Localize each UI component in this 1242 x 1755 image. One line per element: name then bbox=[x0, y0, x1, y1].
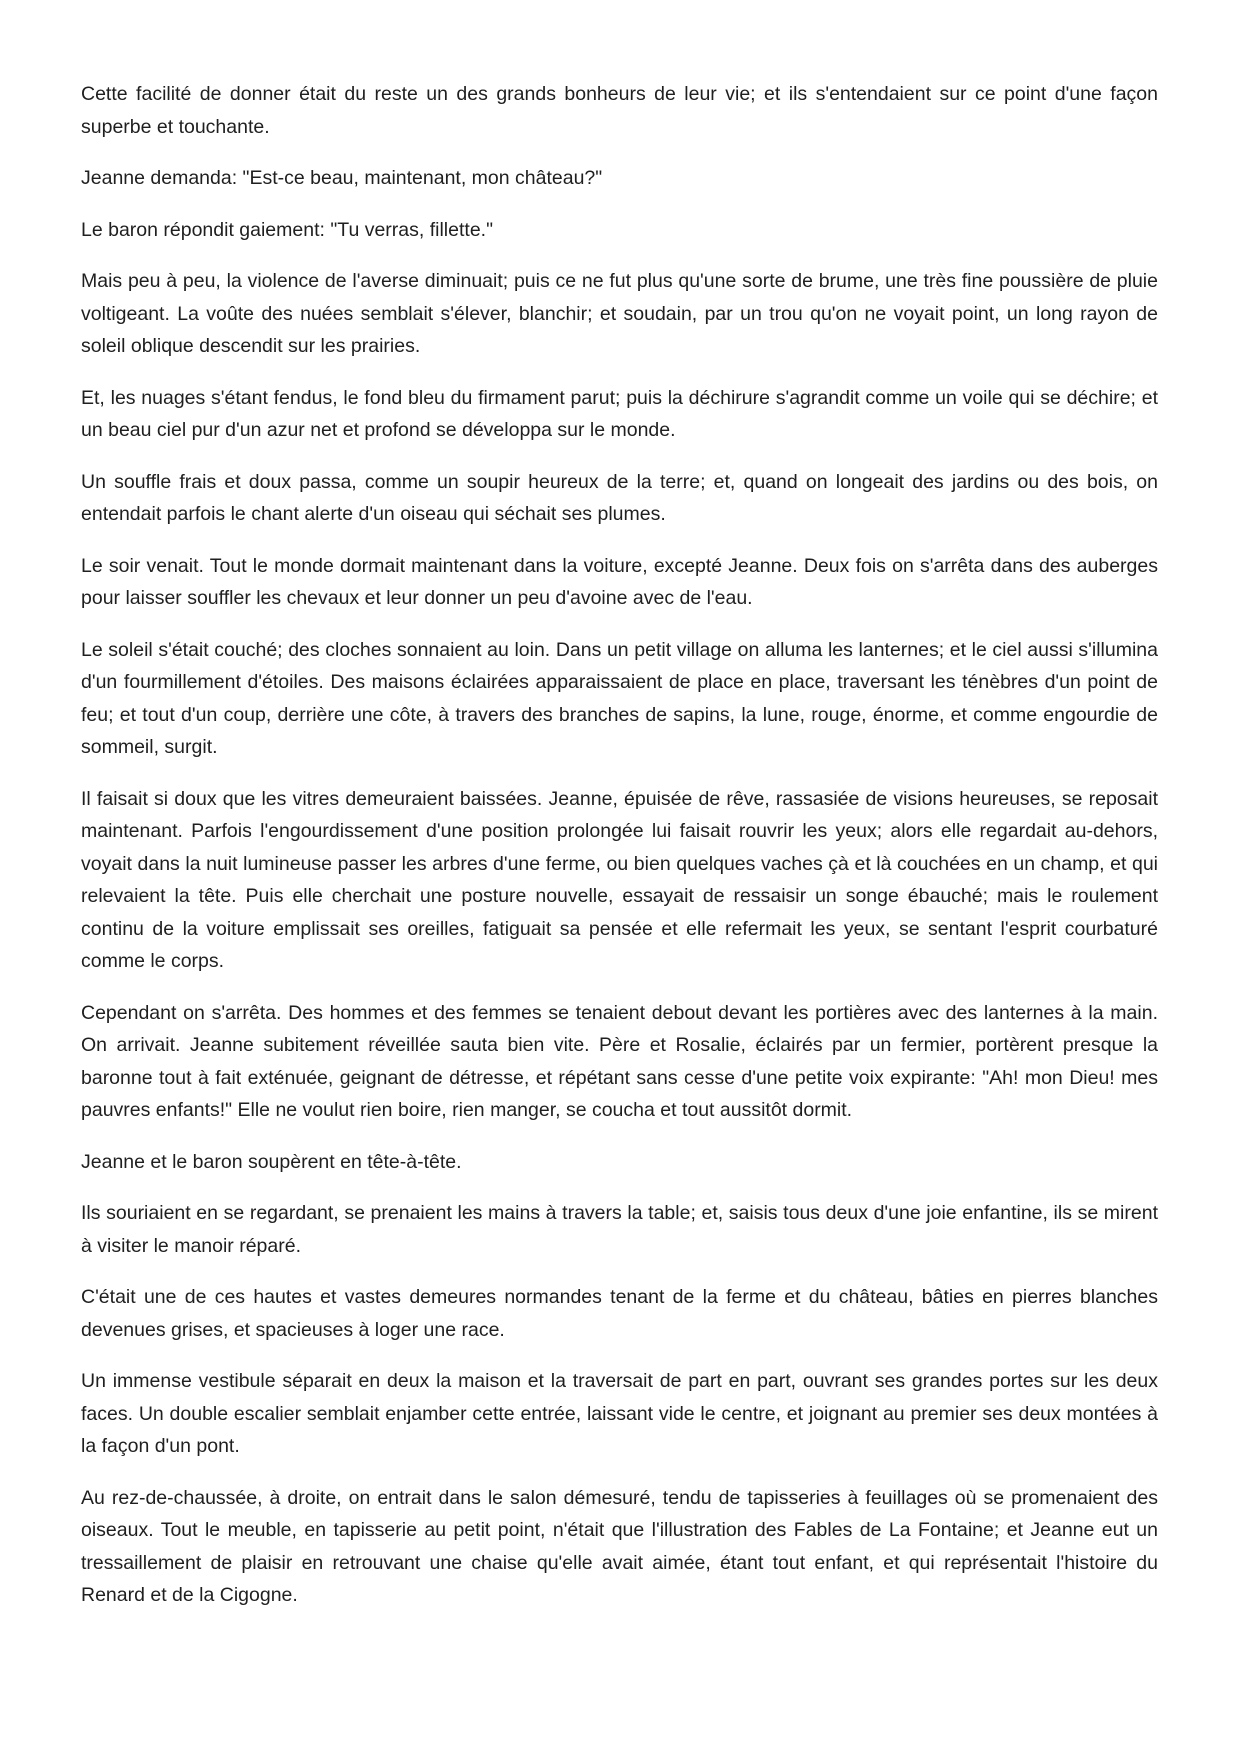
paragraph: Cette facilité de donner était du reste un des grands bonheurs de leur vie; et ils s'entendaient sur ce point d'une façon superbe et touchante. bbox=[81, 83, 1158, 138]
paragraph: Le soir venait. Tout le monde dormait maintenant dans la voiture, excepté Jeanne. Deux fois on s'arrêta dans des auberges pour laisser souffler les chevaux et leur donner un peu d'avoine avec de l'eau. bbox=[81, 554, 1158, 609]
paragraph: Au rez-de-chaussée, à droite, on entrait dans le salon démesuré, tendu de tapisseries à feuillages où se promenaient des oiseaux. Tout le meuble, en tapisserie au petit point, n'était que l'illustration des Fables de La Fontaine; et Jeanne eut un tressaillement de plaisir en retrouvant une chaise qu'elle avait aimée, étant tout enfant, et qui représentait l'histoire du Renard et de la Cigogne. bbox=[81, 1486, 1158, 1606]
paragraph: Un souffle frais et doux passa, comme un soupir heureux de la terre; et, quand on longeait des jardins ou des bois, on entendait parfois le chant alerte d'un oiseau qui séchait ses plumes. bbox=[81, 470, 1158, 525]
paragraph: Jeanne et le baron soupèrent en tête-à-tête. bbox=[81, 1150, 462, 1173]
paragraph: Mais peu à peu, la violence de l'averse diminuait; puis ce ne fut plus qu'une sorte de brume, une très fine poussière de pluie voltigeant. La voûte des nuées semblait s'élever, blanchir; et soudain, par un trou qu'on ne voyait point, un long rayon de soleil oblique descendit sur les prairies. bbox=[81, 270, 1158, 357]
paragraph: Le baron répondit gaiement: "Tu verras, fillette." bbox=[81, 218, 494, 241]
paragraph: Jeanne demanda: "Est-ce beau, maintenant, mon château?" bbox=[81, 167, 603, 189]
paragraph: Le soleil s'était couché; des cloches sonnaient au loin. Dans un petit village on alluma les lanternes; et le ciel aussi s'illumina d'un fourmillement d'étoiles. Des maisons éclairées apparaissaient de place en place, traversant les ténèbres d'un point de feu; et tout d'un coup, derrière une côte, à travers des branches de sapins, la lune, rouge, énorme, et comme engourdie de sommeil, surgit. bbox=[81, 638, 1158, 758]
paragraph: Ils souriaient en se regardant, se prenaient les mains à travers la table; et, saisis tous deux d'une joie enfantine, ils se mirent à visiter le manoir réparé. bbox=[81, 1202, 1158, 1257]
paragraph: Et, les nuages s'étant fendus, le fond bleu du firmament parut; puis la déchirure s'agrandit comme un voile qui se déchire; et un beau ciel pur d'un azur net et profond se développa sur le monde. bbox=[81, 386, 1158, 441]
paragraph: Un immense vestibule séparait en deux la maison et la traversait de part en part, ouvrant ses grandes portes sur les deux faces. Un double escalier semblait enjamber cette entrée, laissant vide le centre, et joignant au premier ses deux montées à la façon d'un pont. bbox=[81, 1370, 1158, 1457]
paragraph: C'était une de ces hautes et vastes demeures normandes tenant de la ferme et du château, bâties en pierres blanches devenues grises, et spacieuses à loger une race. bbox=[81, 1286, 1158, 1341]
paragraph: Il faisait si doux que les vitres demeuraient baissées. Jeanne, épuisée de rêve, rassasiée de visions heureuses, se reposait maintenant. Parfois l'engourdissement d'une position prolongée lui faisait rouvrir les yeux; alors elle regardait au-dehors, voyait dans la nuit lumineuse passer les arbres d'une ferme, ou bien quelques vaches çà et là couchées en un champ, et qui relevaient la tête. Puis elle cherchait une posture nouvelle, essayait de ressaisir un songe ébauché; mais le roulement continu de la voiture emplissait ses oreilles, fatiguait sa pensée et elle refermait les yeux, se sentant l'esprit courbaturé comme le corps. bbox=[81, 787, 1158, 972]
document-page bbox=[81, 78, 1158, 1631]
paragraph: Cependant on s'arrêta. Des hommes et des femmes se tenaient debout devant les portières avec des lanternes à la main. On arrivait. Jeanne subitement réveillée sauta bien vite. Père et Rosalie, éclairés par un fermier, portèrent presque la baronne tout à fait exténuée, geignant de détresse, et répétant sans cesse d'une petite voix expirante: "Ah! mon Dieu! mes pauvres enfants!" Elle ne voulut rien boire, rien manger, se coucha et tout aussitôt dormit. bbox=[81, 1001, 1158, 1121]
